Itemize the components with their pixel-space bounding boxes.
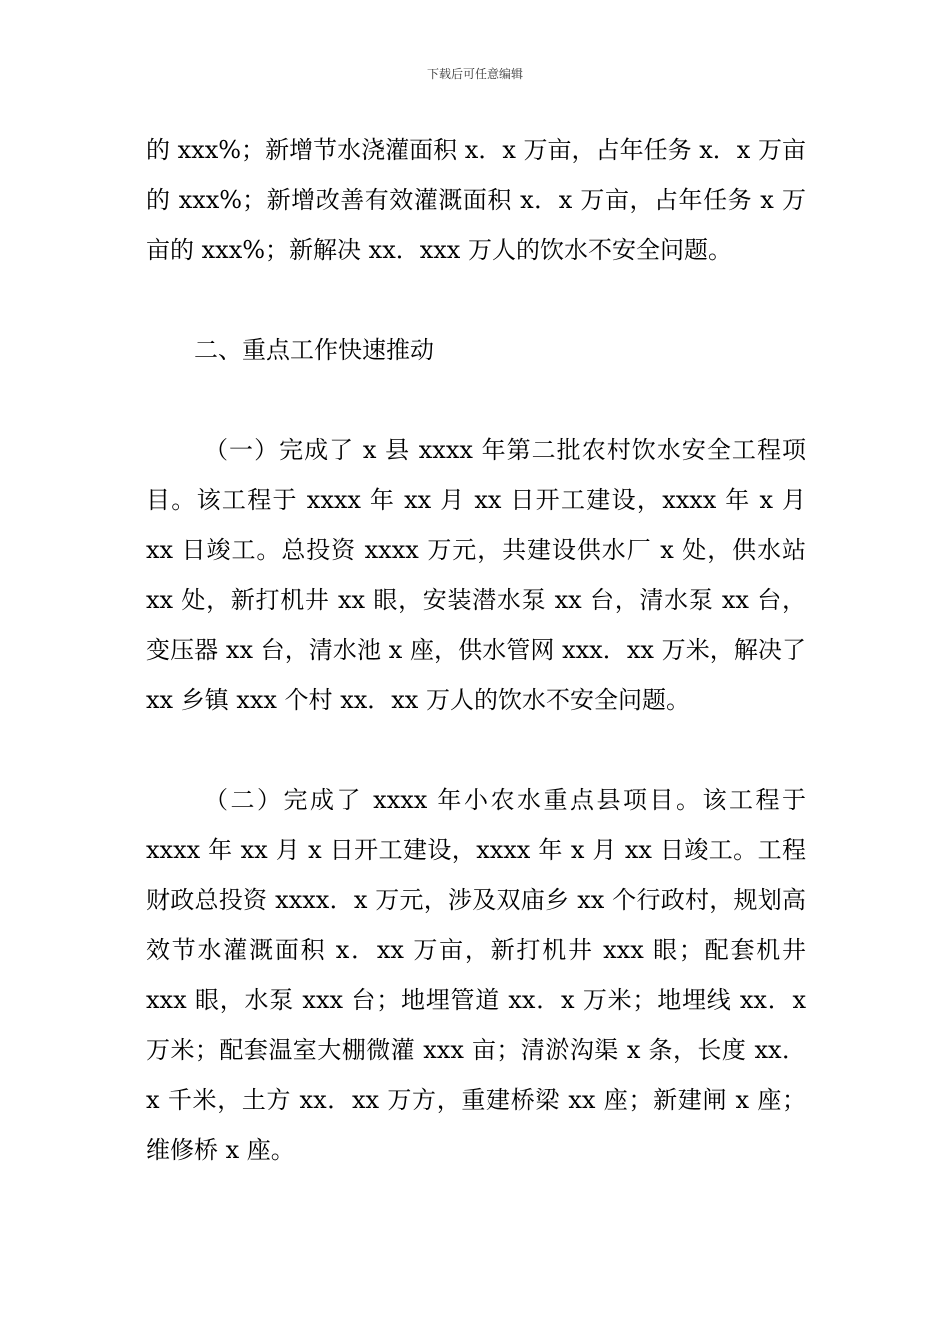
section-heading: 二、重点工作快速推动 (194, 336, 434, 364)
document-body (146, 125, 806, 1175)
paragraph-continued: 的 xxx%；新增节水浇灌面积 x．x 万亩，占年任务 x．x 万亩的 xxx%；新增改善有效灌溉面积 x．x 万亩，占年任务 x 万亩的 xxx%；新解决 xx．xxx 万人的饮水不安全问题。 (146, 136, 806, 264)
paragraph-item-two: （二）完成了 xxxx 年小农水重点县项目。该工程于 xxxx 年 xx 月 x 日开工建设，xxxx 年 x 月 xx 日竣工。工程财政总投资 xxxx．x 万元，涉及双庙乡 xx 个行政村，规划高效节水灌溉面积 x．xx 万亩，新打机井 xxx 眼；配套机井 xxx 眼，水泵 xxx 台；地埋管道 xx．x 万米；地埋线 xx．x 万米；配套温室大棚微灌 xxx 亩；清淤沟渠 x 条，长度 xx．x 千米，土方 xx．xx 万方，重建桥梁 xx 座；新建闸 x 座；维修桥 x 座。 (146, 786, 806, 1164)
paragraph-item-one: （一）完成了 x 县 xxxx 年第二批农村饮水安全工程项目。该工程于 xxxx 年 xx 月 xx 日开工建设，xxxx 年 x 月 xx 日竣工。总投资 xxxx 万元，共建设供水厂 x 处，供水站 xx 处，新打机井 xx 眼，安装潜水泵 xx 台，清水泵 xx 台，变压器 xx 台，清水池 x 座，供水管网 xxx．xx 万米，解决了 xx 乡镇 xxx 个村 xx．xx 万人的饮水不安全问题。 (146, 436, 806, 714)
page-header-note: 下载后可任意编辑 (426, 67, 523, 81)
